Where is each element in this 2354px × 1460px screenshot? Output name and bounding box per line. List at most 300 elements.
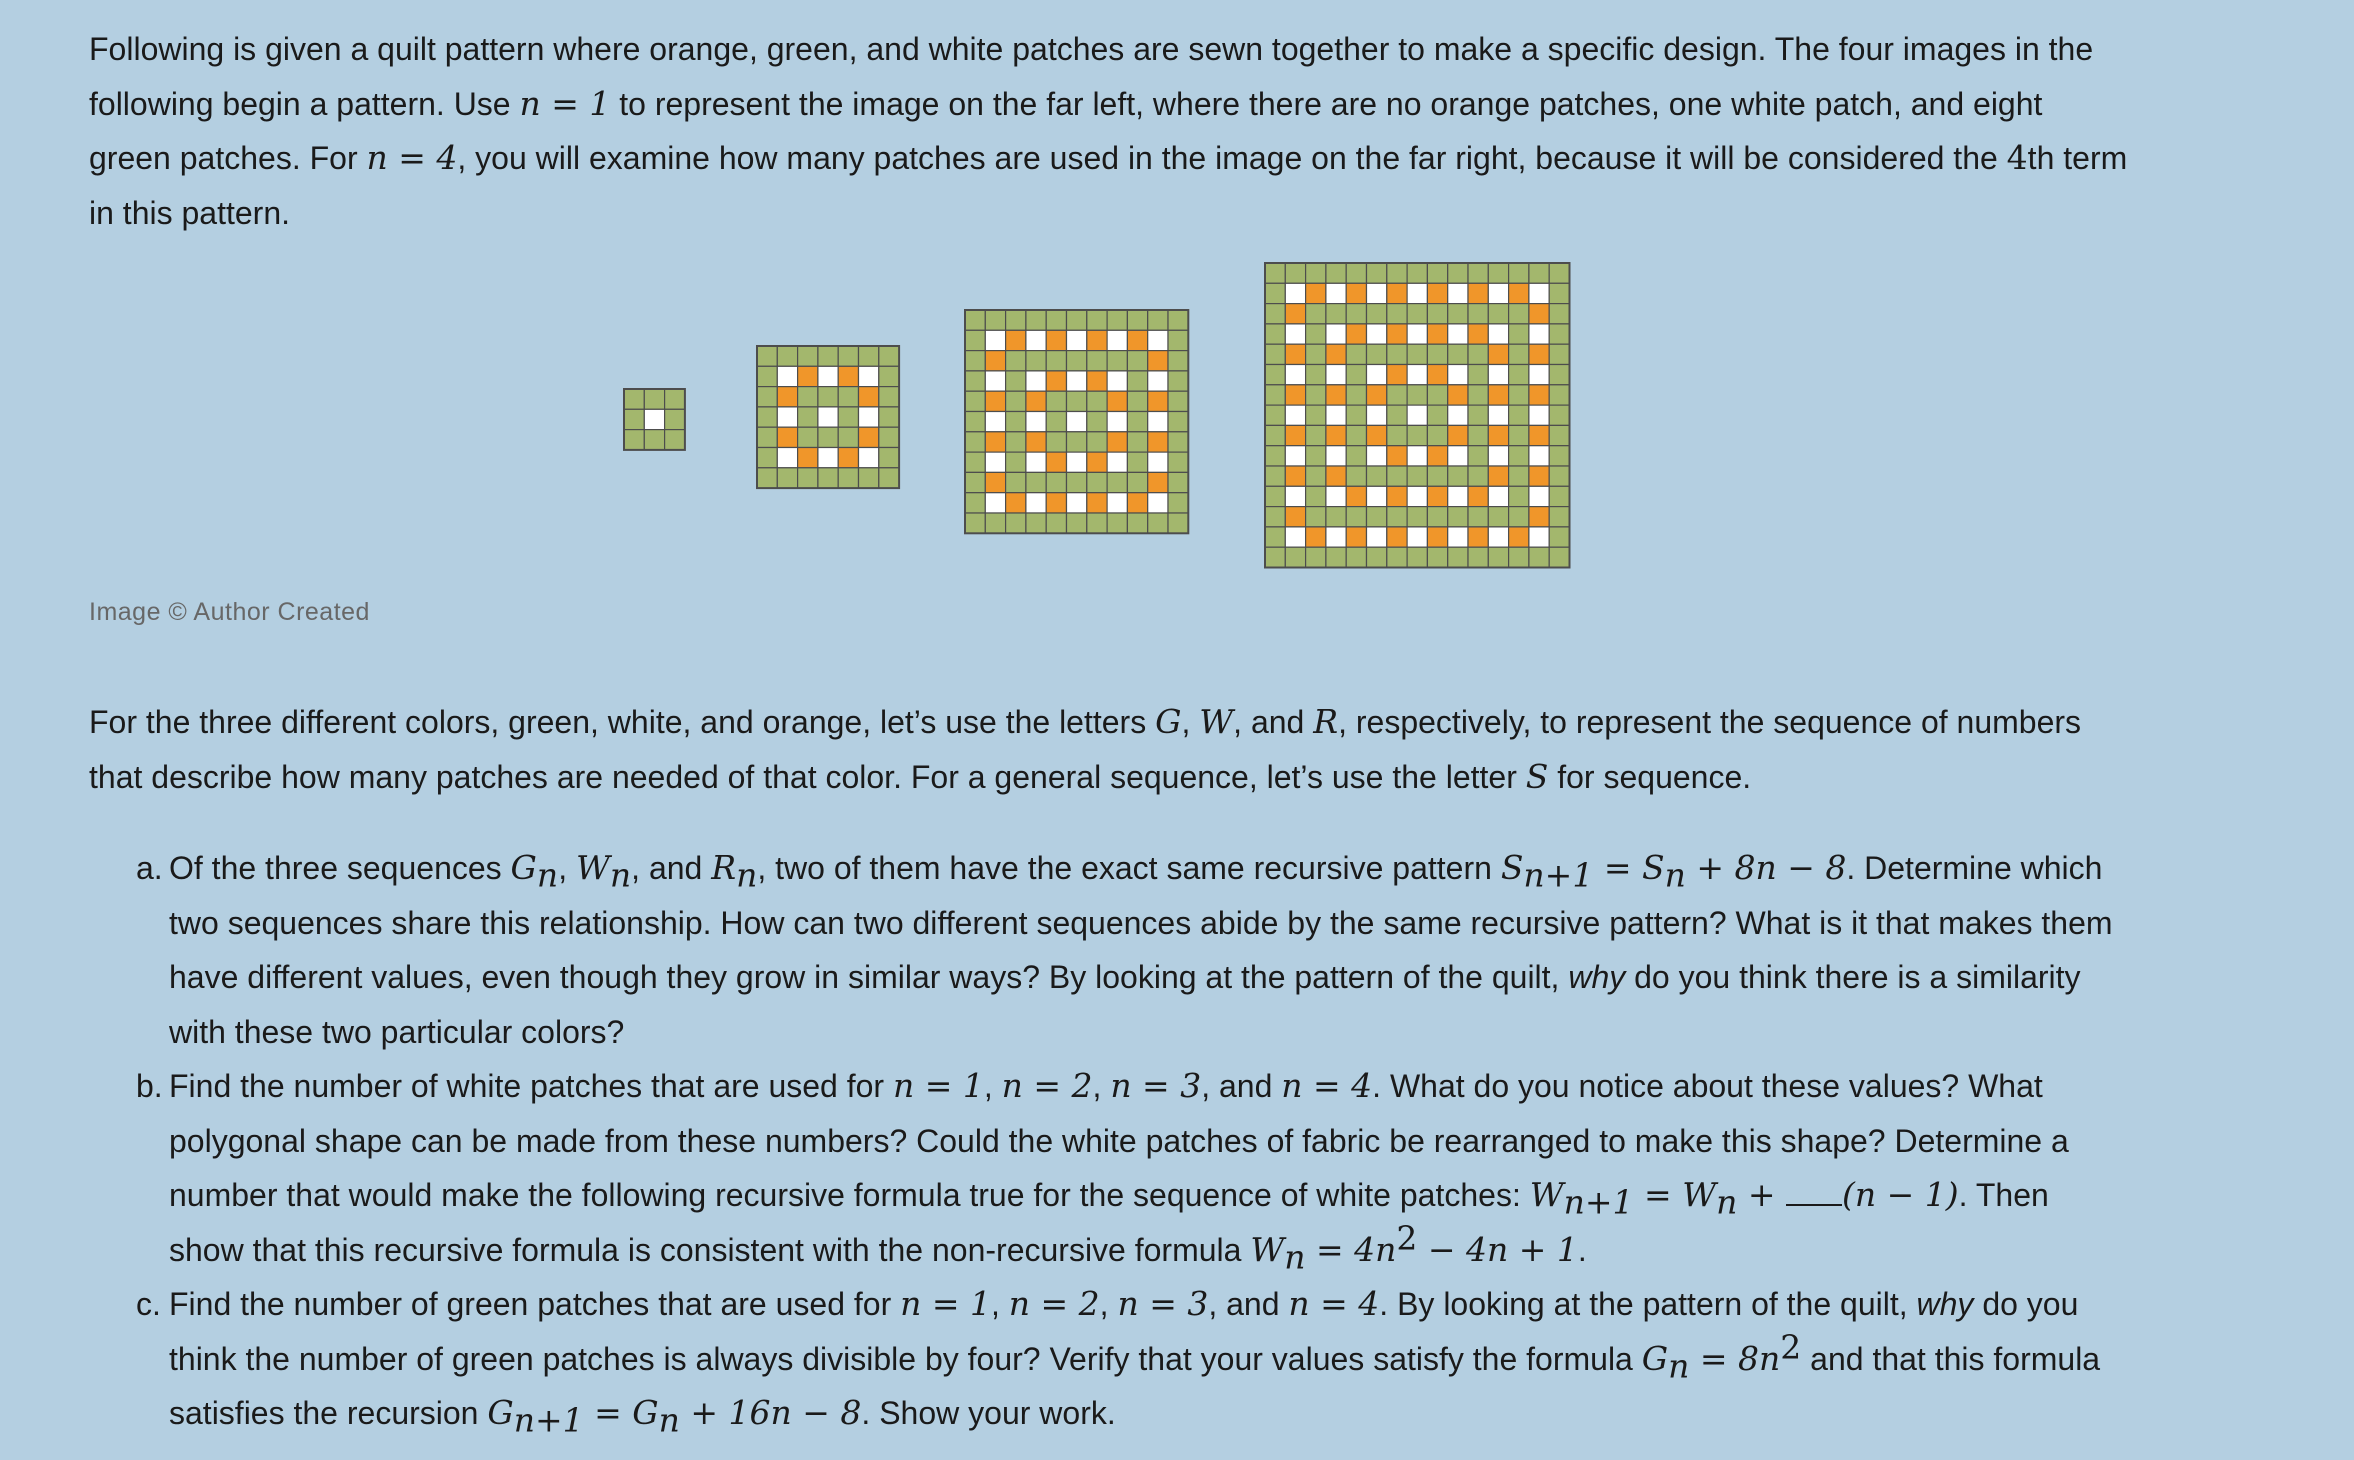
task-b — [89, 1059, 2129, 1277]
orange-patch — [1148, 391, 1168, 411]
orange-patch — [1448, 425, 1468, 445]
white-patch — [1067, 412, 1087, 432]
math-subscript: n — [609, 855, 632, 895]
green-patch — [1346, 507, 1366, 527]
green-patch — [1127, 432, 1147, 452]
green-patch — [1367, 263, 1387, 283]
orange-patch — [1306, 527, 1326, 547]
math-G: G — [632, 1393, 659, 1432]
white-patch — [1367, 324, 1387, 344]
green-patch — [859, 468, 879, 488]
green-patch — [1306, 324, 1326, 344]
task-a — [89, 841, 2129, 1059]
letters-paragraph — [89, 695, 2129, 804]
green-patch — [879, 407, 899, 427]
white-patch — [818, 448, 838, 468]
green-patch — [1148, 513, 1168, 533]
green-patch — [1407, 466, 1427, 486]
green-patch — [665, 430, 685, 450]
task-text: do you think the number of green patches is always divisible by four? Verify that your values satisfy the formula — [169, 1286, 2079, 1377]
green-patch — [1306, 425, 1326, 445]
math-expression: − 4n + 1 — [1417, 1229, 1578, 1269]
math-n-value: n = 1 — [900, 1284, 991, 1323]
orange-patch — [1285, 385, 1305, 405]
green-patch — [1006, 371, 1026, 391]
white-patch — [1107, 412, 1127, 432]
white-patch — [1367, 405, 1387, 425]
math-n-value: n = 2 — [1008, 1284, 1100, 1323]
math-equals: = — [1633, 1175, 1683, 1214]
math-subscript: n — [658, 1400, 680, 1440]
orange-patch — [1087, 493, 1107, 513]
green-patch — [624, 409, 644, 429]
quilt-n2 — [757, 346, 899, 488]
task-text: . — [1577, 1231, 1587, 1268]
white-patch — [1407, 446, 1427, 466]
green-patch — [965, 472, 985, 492]
green-patch — [1346, 466, 1366, 486]
separator: , and — [1201, 1068, 1282, 1104]
green-patch — [1087, 513, 1107, 533]
green-patch — [1468, 446, 1488, 466]
quilt-n4 — [1265, 263, 1570, 568]
green-patch — [1448, 344, 1468, 364]
math-expression: + 8n − 8 — [1685, 848, 1847, 887]
green-patch — [1265, 527, 1285, 547]
orange-patch — [1387, 283, 1407, 303]
orange-patch — [1127, 330, 1147, 350]
green-patch — [1468, 304, 1488, 324]
green-patch — [1168, 472, 1188, 492]
white-patch — [1026, 493, 1046, 513]
green-patch — [1026, 472, 1046, 492]
green-patch — [1488, 507, 1508, 527]
green-patch — [624, 389, 644, 409]
white-patch — [1148, 371, 1168, 391]
green-patch — [1046, 432, 1066, 452]
orange-patch — [1346, 283, 1366, 303]
task-text: , two of them have the exact same recursive pattern — [757, 850, 1501, 886]
green-patch — [879, 448, 899, 468]
white-patch — [1448, 486, 1468, 506]
green-patch — [1346, 304, 1366, 324]
green-patch — [1006, 310, 1026, 330]
white-patch — [1285, 446, 1305, 466]
green-patch — [1346, 263, 1366, 283]
green-patch — [1265, 466, 1285, 486]
green-patch — [1326, 547, 1346, 567]
green-patch — [1265, 405, 1285, 425]
emphasis-why: why — [1916, 1286, 1974, 1322]
green-patch — [879, 366, 899, 386]
green-patch — [965, 310, 985, 330]
orange-patch — [1529, 304, 1549, 324]
orange-patch — [1326, 344, 1346, 364]
green-patch — [1026, 310, 1046, 330]
green-patch — [879, 427, 899, 447]
math-R: R — [1313, 702, 1339, 741]
green-patch — [1326, 507, 1346, 527]
white-patch — [1067, 452, 1087, 472]
green-patch — [818, 427, 838, 447]
green-patch — [1549, 547, 1569, 567]
math-ordinal: 4 — [2006, 138, 2028, 177]
green-patch — [1549, 527, 1569, 547]
white-patch — [1326, 324, 1346, 344]
orange-patch — [1509, 283, 1529, 303]
green-patch — [1006, 513, 1026, 533]
green-patch — [1509, 324, 1529, 344]
letters-text: , respectively, to represent the sequence of numbers that describe how many patches are needed of that color. For a general sequence, let’s use the letter — [89, 704, 2082, 795]
green-patch — [1046, 412, 1066, 432]
green-patch — [1107, 310, 1127, 330]
green-patch — [1306, 304, 1326, 324]
green-patch — [1006, 391, 1026, 411]
green-patch — [1265, 547, 1285, 567]
green-patch — [1387, 405, 1407, 425]
green-patch — [859, 346, 879, 366]
task-marker: a. — [136, 850, 163, 886]
green-patch — [1448, 304, 1468, 324]
separator: , — [983, 1068, 1002, 1104]
green-patch — [1168, 391, 1188, 411]
green-patch — [1087, 391, 1107, 411]
green-patch — [965, 513, 985, 533]
green-patch — [665, 389, 685, 409]
math-W: W — [575, 848, 610, 887]
green-patch — [838, 468, 858, 488]
math-expression: = 8n — [1689, 1338, 1781, 1378]
orange-patch — [1285, 507, 1305, 527]
green-patch — [1026, 513, 1046, 533]
white-patch — [1326, 486, 1346, 506]
green-patch — [798, 468, 818, 488]
orange-patch — [859, 427, 879, 447]
green-patch — [1168, 452, 1188, 472]
math-W: W — [1529, 1175, 1564, 1214]
green-patch — [1087, 412, 1107, 432]
green-patch — [965, 493, 985, 513]
orange-patch — [1488, 425, 1508, 445]
math-subscript: n+1 — [1523, 855, 1594, 895]
green-patch — [1427, 425, 1447, 445]
white-patch — [1529, 446, 1549, 466]
green-patch — [1367, 304, 1387, 324]
green-patch — [1127, 371, 1147, 391]
separator: , and — [1233, 704, 1314, 740]
math-G: G — [510, 848, 537, 887]
orange-patch — [1529, 425, 1549, 445]
math-expression: (n − 1) — [1842, 1175, 1959, 1214]
green-patch — [1549, 283, 1569, 303]
task-text: Find the number of white patches that are used for — [169, 1068, 893, 1104]
white-patch — [1448, 283, 1468, 303]
white-patch — [1488, 283, 1508, 303]
green-patch — [1168, 412, 1188, 432]
white-patch — [985, 330, 1005, 350]
green-patch — [1448, 263, 1468, 283]
orange-patch — [1387, 527, 1407, 547]
green-patch — [1168, 371, 1188, 391]
green-patch — [1367, 466, 1387, 486]
green-patch — [1509, 507, 1529, 527]
math-W: W — [1682, 1175, 1717, 1214]
orange-patch — [777, 387, 797, 407]
math-n-value: n = 1 — [892, 1066, 984, 1105]
math-n-value: n = 4 — [1288, 1284, 1380, 1323]
green-patch — [798, 427, 818, 447]
green-patch — [1087, 432, 1107, 452]
green-patch — [1346, 405, 1366, 425]
green-patch — [1168, 310, 1188, 330]
green-patch — [1127, 310, 1147, 330]
green-patch — [1488, 547, 1508, 567]
math-n-value: n = 3 — [1117, 1284, 1209, 1323]
task-text: . Show your work. — [861, 1395, 1116, 1431]
orange-patch — [1427, 486, 1447, 506]
green-patch — [1387, 344, 1407, 364]
white-patch — [1067, 493, 1087, 513]
orange-patch — [985, 351, 1005, 371]
green-patch — [1509, 365, 1529, 385]
orange-patch — [1488, 385, 1508, 405]
white-patch — [1529, 405, 1549, 425]
green-patch — [1468, 385, 1488, 405]
green-patch — [757, 427, 777, 447]
green-patch — [1509, 344, 1529, 364]
white-patch — [1026, 412, 1046, 432]
white-patch — [1107, 452, 1127, 472]
math-subscript: n — [1716, 1182, 1738, 1222]
white-patch — [818, 407, 838, 427]
green-patch — [1407, 547, 1427, 567]
white-patch — [1529, 283, 1549, 303]
separator: , — [991, 1286, 1009, 1322]
green-patch — [965, 452, 985, 472]
green-patch — [1387, 466, 1407, 486]
green-patch — [1468, 547, 1488, 567]
white-patch — [1326, 365, 1346, 385]
green-patch — [1127, 412, 1147, 432]
math-S: S — [1641, 848, 1665, 887]
white-patch — [1148, 452, 1168, 472]
green-patch — [1285, 263, 1305, 283]
intro-paragraph — [89, 22, 2129, 240]
task-c — [89, 1277, 2129, 1441]
orange-patch — [1346, 486, 1366, 506]
green-patch — [1509, 405, 1529, 425]
green-patch — [1087, 310, 1107, 330]
white-patch — [859, 448, 879, 468]
white-patch — [1529, 365, 1549, 385]
green-patch — [1265, 425, 1285, 445]
green-patch — [1509, 486, 1529, 506]
green-patch — [1387, 425, 1407, 445]
intro-text: Following is given a quilt pattern where orange, green, and white patches are sewn together to make a specific design. The four images in the following begin a pattern. Use — [89, 31, 2094, 122]
white-patch — [1285, 365, 1305, 385]
white-patch — [1326, 405, 1346, 425]
orange-patch — [1087, 330, 1107, 350]
green-patch — [624, 430, 644, 450]
green-patch — [1285, 547, 1305, 567]
white-patch — [1448, 324, 1468, 344]
white-patch — [1407, 324, 1427, 344]
orange-patch — [1285, 466, 1305, 486]
white-patch — [777, 366, 797, 386]
white-patch — [859, 407, 879, 427]
task-text: . By looking at the pattern of the quilt, — [1379, 1286, 1917, 1322]
orange-patch — [1529, 344, 1549, 364]
math-subscript: n — [1664, 855, 1686, 895]
white-patch — [1407, 486, 1427, 506]
green-patch — [1509, 547, 1529, 567]
green-patch — [965, 330, 985, 350]
orange-patch — [838, 448, 858, 468]
green-patch — [838, 407, 858, 427]
green-patch — [1067, 432, 1087, 452]
green-patch — [1407, 385, 1427, 405]
orange-patch — [985, 432, 1005, 452]
white-patch — [1026, 371, 1046, 391]
white-patch — [1407, 527, 1427, 547]
green-patch — [1168, 330, 1188, 350]
emphasis-why: why — [1568, 959, 1626, 995]
green-patch — [644, 430, 664, 450]
math-subscript: n — [736, 855, 758, 895]
green-patch — [1468, 263, 1488, 283]
white-patch — [1488, 324, 1508, 344]
green-patch — [965, 351, 985, 371]
green-patch — [1087, 472, 1107, 492]
green-patch — [1427, 385, 1447, 405]
green-patch — [838, 427, 858, 447]
white-patch — [1529, 527, 1549, 547]
orange-patch — [1148, 351, 1168, 371]
green-patch — [757, 346, 777, 366]
orange-patch — [1468, 527, 1488, 547]
orange-patch — [1306, 283, 1326, 303]
green-patch — [798, 346, 818, 366]
white-patch — [1488, 446, 1508, 466]
white-patch — [1529, 486, 1549, 506]
green-patch — [1265, 446, 1285, 466]
green-patch — [879, 346, 899, 366]
green-patch — [1448, 547, 1468, 567]
orange-patch — [798, 448, 818, 468]
ordinal-suffix: th — [2027, 140, 2055, 176]
green-patch — [838, 387, 858, 407]
orange-patch — [1026, 432, 1046, 452]
math-n-equals-4: n = 4 — [366, 138, 458, 177]
green-patch — [1549, 304, 1569, 324]
math-W: W — [1250, 1229, 1285, 1269]
green-patch — [1387, 547, 1407, 567]
green-patch — [1529, 547, 1549, 567]
white-patch — [1407, 283, 1427, 303]
white-patch — [1407, 365, 1427, 385]
math-W: W — [1199, 702, 1234, 741]
green-patch — [1367, 344, 1387, 364]
green-patch — [985, 513, 1005, 533]
white-patch — [1285, 486, 1305, 506]
green-patch — [1346, 344, 1366, 364]
orange-patch — [838, 366, 858, 386]
white-patch — [1026, 452, 1046, 472]
green-patch — [1387, 304, 1407, 324]
white-patch — [1148, 493, 1168, 513]
green-patch — [1067, 472, 1087, 492]
green-patch — [1427, 405, 1447, 425]
green-patch — [1306, 405, 1326, 425]
green-patch — [1067, 351, 1087, 371]
orange-patch — [1046, 330, 1066, 350]
orange-patch — [1448, 385, 1468, 405]
orange-patch — [1285, 425, 1305, 445]
green-patch — [1306, 446, 1326, 466]
white-patch — [777, 407, 797, 427]
green-patch — [1509, 385, 1529, 405]
green-patch — [1387, 385, 1407, 405]
orange-patch — [798, 366, 818, 386]
green-patch — [757, 468, 777, 488]
orange-patch — [1326, 385, 1346, 405]
green-patch — [1427, 263, 1447, 283]
math-S: S — [1500, 848, 1524, 887]
math-superscript: 2 — [1780, 1326, 1802, 1366]
green-patch — [1509, 466, 1529, 486]
orange-patch — [1006, 330, 1026, 350]
green-patch — [1427, 344, 1447, 364]
green-patch — [1306, 547, 1326, 567]
green-patch — [1468, 344, 1488, 364]
orange-patch — [1346, 324, 1366, 344]
white-patch — [818, 366, 838, 386]
math-G: G — [1641, 1338, 1669, 1378]
task-marker: c. — [136, 1286, 161, 1322]
white-patch — [1367, 446, 1387, 466]
green-patch — [1407, 344, 1427, 364]
green-patch — [1488, 263, 1508, 283]
math-n-value: n = 2 — [1001, 1066, 1093, 1105]
green-patch — [1427, 547, 1447, 567]
quilt-n1 — [624, 389, 685, 450]
orange-patch — [1285, 304, 1305, 324]
green-patch — [1306, 466, 1326, 486]
green-patch — [1127, 452, 1147, 472]
green-patch — [1549, 365, 1569, 385]
math-n-value: n = 3 — [1110, 1066, 1202, 1105]
green-patch — [1367, 547, 1387, 567]
green-patch — [798, 387, 818, 407]
white-patch — [1448, 365, 1468, 385]
green-patch — [1265, 365, 1285, 385]
green-patch — [757, 448, 777, 468]
green-patch — [1107, 513, 1127, 533]
green-patch — [1127, 513, 1147, 533]
white-patch — [1448, 405, 1468, 425]
white-patch — [1285, 527, 1305, 547]
orange-patch — [1468, 283, 1488, 303]
green-patch — [1046, 472, 1066, 492]
orange-patch — [1026, 391, 1046, 411]
green-patch — [1306, 263, 1326, 283]
white-patch — [1148, 412, 1168, 432]
orange-patch — [1326, 425, 1346, 445]
white-patch — [1367, 283, 1387, 303]
green-patch — [1549, 466, 1569, 486]
orange-patch — [1427, 446, 1447, 466]
green-patch — [879, 387, 899, 407]
